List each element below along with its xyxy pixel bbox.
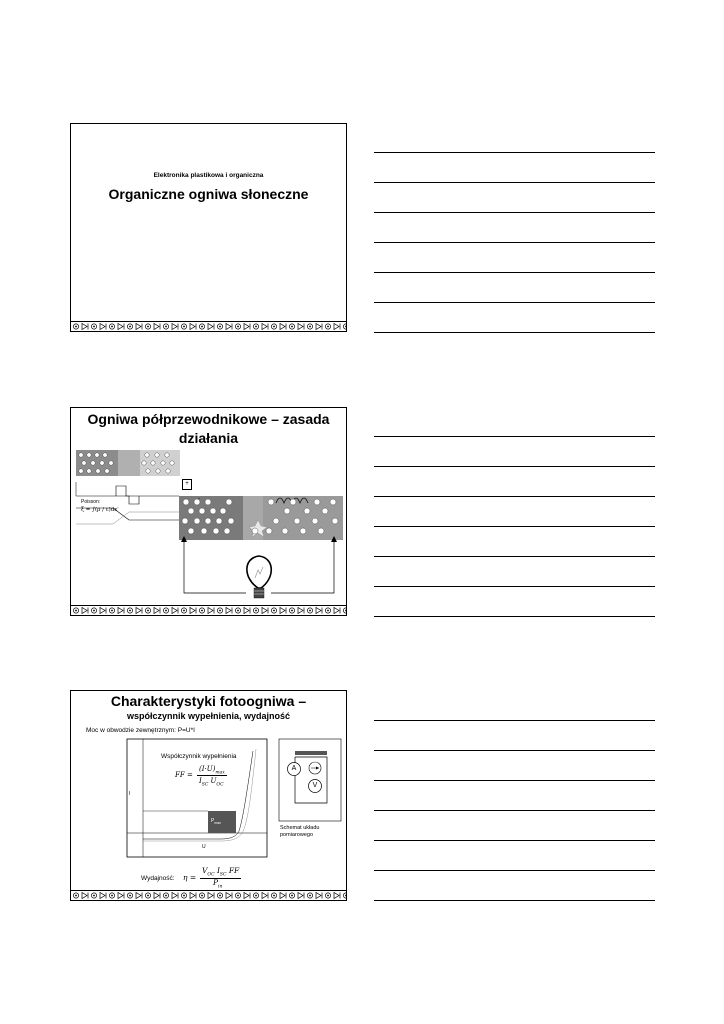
efficiency-label: Wydajność: [141,875,175,882]
schematic-caption-line-2: pomiarowego [280,832,314,838]
slide-3-subtitle: współczynnik wypełnienia, wydajność [126,711,291,721]
slide-1 [70,123,347,332]
slide-1-subtitle: Elektronika plastikowa i organiczna [153,172,264,179]
iv-characteristic-diagram [71,691,347,891]
top-depletion-region [118,450,140,476]
note-line [374,182,655,183]
poisson-label: Poisson: [81,499,101,505]
note-line [374,242,655,243]
i-axis-label: I [129,791,131,797]
fill-factor-label: Współczynnik wypełnienia [161,753,237,760]
note-line [374,556,655,557]
note-line [374,302,655,303]
note-line [374,586,655,587]
power-formula-text: Moc w obwodzie zewnętrznym: P=U*I [86,727,195,734]
note-line [374,900,655,901]
note-line [374,750,655,751]
light-bulb-icon [247,556,271,598]
poisson-equation: ξ = ∫(ρ / ε)dx′ [81,507,119,513]
slide-2-footer-pattern [71,605,346,615]
note-line [374,870,655,871]
note-line [374,526,655,527]
note-line [374,616,655,617]
note-line [374,436,655,437]
slide-1-title: Organiczne ogniwa słoneczne [108,186,309,202]
note-line [374,720,655,721]
note-line [374,840,655,841]
voltmeter-label: V [312,782,318,789]
negative-charge-label: - [198,496,200,502]
pmax-label: $P_{max}$ [211,818,221,825]
note-line [374,272,655,273]
note-line [374,780,655,781]
slide-3-title: Charakterystyki fotoogniwa – [110,693,307,709]
slide-2 [70,407,347,616]
circuit-wire-right [271,540,334,593]
slide-1-footer-pattern [71,321,346,331]
note-line [374,212,655,213]
slide-3-footer-pattern [71,890,346,900]
note-line [374,466,655,467]
ammeter-label: A [291,765,297,772]
note-line [374,496,655,497]
schematic-caption-line-1: Schemat układu [280,825,320,831]
circuit-wire-left [184,540,246,593]
slide-2-title: Ogniwa półprzewodnikowe – zasada działania [87,411,330,446]
note-line [374,810,655,811]
cell-symbol [295,751,327,755]
slide-3: Charakterystyki fotoogniwa – współczynnik wypełnienia, wydajność Moc w obwodzie zewnętrznym: P=U*I Współczynnik wypełnienia FF = $(I\cdot U)_{max}$ $I_{SC}$ $U_{OC}$ $P_{max}$ I U A V Schemat układu pomiarowego Wydajność: η = $V_{OC}$ $I_{SC}$ FF $P_{in}$ [70,690,347,901]
note-line [374,152,655,153]
u-axis-label: U [202,844,206,850]
note-line [374,332,655,333]
positive-charge-label: + [182,479,192,490]
